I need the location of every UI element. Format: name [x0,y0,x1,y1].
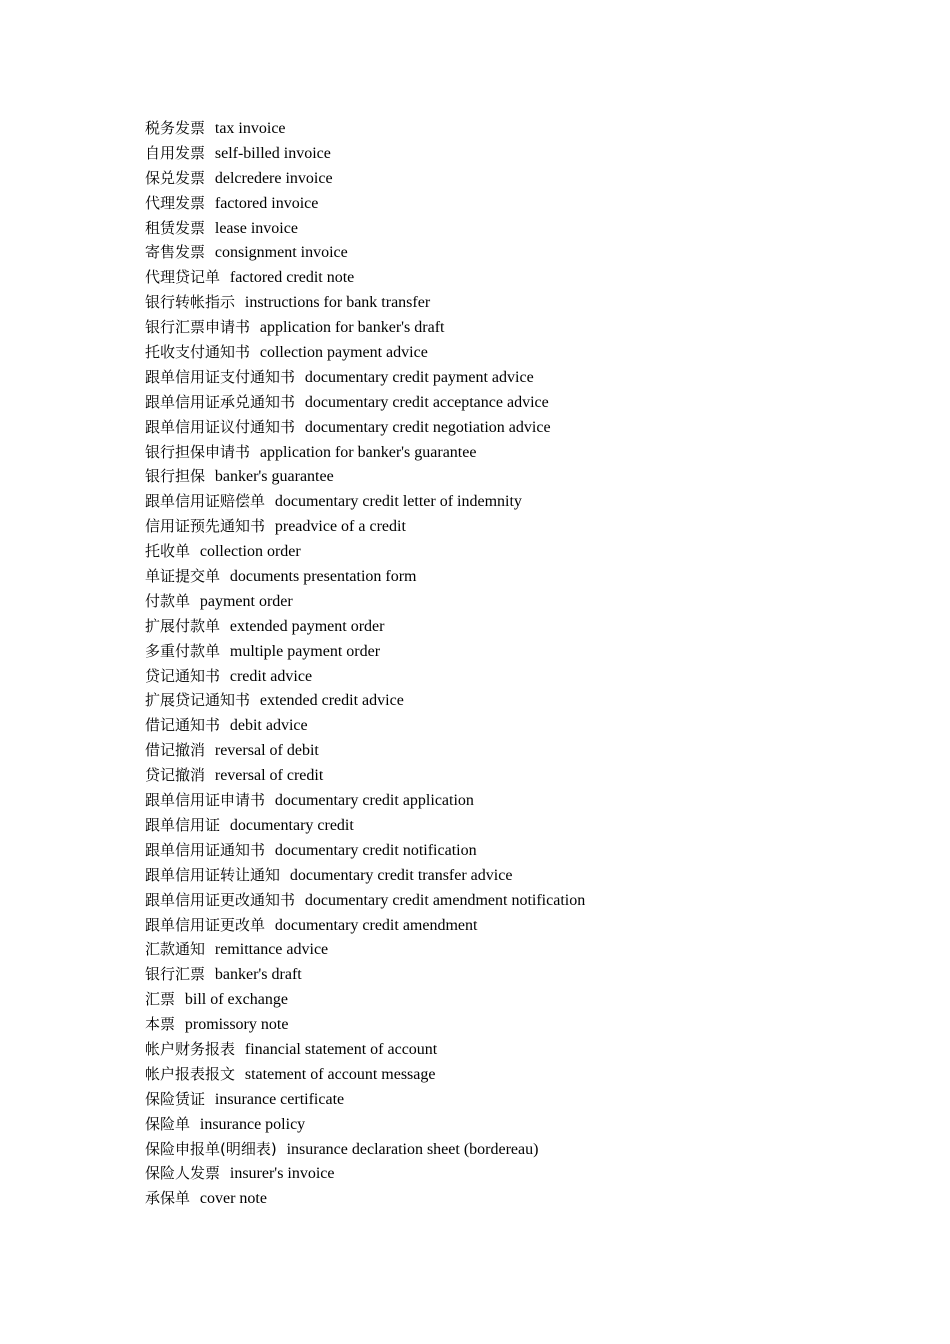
term-separator [265,841,275,859]
english-term: documentary credit notification [274,841,477,859]
english-term: credit advice [229,667,313,685]
chinese-term: 银行担保 [145,467,206,486]
glossary-entry [145,1062,905,1087]
chinese-term: 借记通知书 [145,716,221,735]
term-separator [220,1164,230,1182]
glossary-entry [145,464,905,489]
chinese-term: 信用证预先通知书 [145,517,266,536]
chinese-term: 银行汇票申请书 [145,318,251,337]
chinese-term: 跟单信用证赔偿单 [145,492,266,511]
chinese-term: 银行转帐指示 [145,293,236,312]
glossary-entry [145,589,905,614]
term-separator [205,194,215,212]
glossary-entry [145,913,905,938]
term-separator [220,716,230,734]
glossary-entry [145,788,905,813]
term-separator [190,1189,200,1207]
chinese-term: 单证提交单 [145,567,221,586]
glossary-entry [145,116,905,141]
glossary-entry [145,340,905,365]
chinese-term: 跟单信用证通知书 [145,840,266,859]
glossary-entry [145,564,905,589]
term-separator [265,517,275,535]
term-separator [250,443,260,461]
english-term: documentary credit payment advice [304,368,534,386]
chinese-term: 贷记通知书 [145,666,221,685]
english-term: remittance advice [214,941,329,959]
english-term: factored invoice [214,194,319,212]
english-term: application for banker's draft [259,319,445,337]
term-separator [220,617,230,635]
chinese-term: 汇款通知 [145,940,206,959]
term-separator [220,667,230,685]
english-term: documentary credit negotiation advice [304,418,551,436]
term-separator [295,891,305,909]
term-separator [205,144,215,162]
glossary-entry [145,1087,905,1112]
chinese-term: 保兑发票 [145,168,206,187]
english-term: payment order [199,592,293,610]
term-separator [205,219,215,237]
english-term: reversal of credit [214,767,324,785]
chinese-term: 租赁发票 [145,218,206,237]
glossary-entry [145,514,905,539]
term-separator [190,592,200,610]
term-separator [175,1015,185,1033]
chinese-term: 银行汇票 [145,965,206,984]
chinese-term: 多重付款单 [145,641,221,660]
glossary-entry [145,863,905,888]
term-separator [205,119,215,137]
glossary-entry [145,440,905,465]
term-separator [205,1090,215,1108]
english-term: collection payment advice [259,344,428,362]
chinese-term: 汇票 [145,990,176,1009]
english-term: banker's guarantee [214,468,334,486]
english-term: debit advice [229,717,308,735]
english-term: insurer's invoice [229,1165,335,1183]
chinese-term: 跟单信用证承兑通知书 [145,392,296,411]
chinese-term: 扩展贷记通知书 [145,691,251,710]
glossary-entry [145,639,905,664]
chinese-term: 保险申报单(明细表) [145,1139,277,1158]
glossary-entry [145,1012,905,1037]
glossary-entry [145,1112,905,1137]
english-term: documents presentation form [229,568,417,586]
english-term: self-billed invoice [214,144,331,162]
chinese-term: 保险赁证 [145,1089,206,1108]
chinese-term: 贷记撤消 [145,766,206,785]
term-separator [235,1065,245,1083]
term-separator [250,343,260,361]
english-term: reversal of debit [214,742,319,760]
term-separator [205,467,215,485]
english-term: factored credit note [229,269,355,287]
chinese-term: 帐户财务报表 [145,1039,236,1058]
chinese-term: 承保单 [145,1189,191,1208]
english-term: bill of exchange [184,991,288,1009]
term-separator [280,866,290,884]
chinese-term: 扩展付款单 [145,616,221,635]
chinese-term: 本票 [145,1015,176,1034]
term-separator [220,268,230,286]
term-separator [205,965,215,983]
english-term: tax invoice [214,120,286,137]
english-term: delcredere invoice [214,169,333,187]
glossary-entry [145,365,905,390]
glossary-entry [145,888,905,913]
term-separator [220,816,230,834]
glossary-entry [145,166,905,191]
english-term: documentary credit amendment [274,916,478,934]
glossary-entry [145,191,905,216]
term-separator [265,492,275,510]
chinese-term: 跟单信用证申请书 [145,791,266,810]
glossary-entry [145,415,905,440]
glossary-entry [145,141,905,166]
term-separator [265,916,275,934]
glossary-entry [145,688,905,713]
term-separator [205,741,215,759]
english-term: insurance certificate [214,1090,345,1108]
chinese-term: 托收单 [145,542,191,561]
english-term: multiple payment order [229,642,381,660]
english-term: statement of account message [244,1065,436,1083]
english-term: extended payment order [229,617,385,635]
term-separator [175,990,185,1008]
term-separator [295,368,305,386]
english-term: collection order [199,543,301,561]
chinese-term: 跟单信用证转让通知 [145,865,281,884]
term-separator [277,1140,287,1158]
english-term: documentary credit application [274,792,474,810]
english-term: documentary credit amendment notification [304,891,586,909]
glossary-entry [145,962,905,987]
chinese-term: 借记撤消 [145,741,206,760]
chinese-term: 代理贷记单 [145,268,221,287]
chinese-term: 代理发票 [145,193,206,212]
term-separator [205,243,215,261]
english-term: application for banker's guarantee [259,443,477,461]
term-separator [205,940,215,958]
glossary-entry [145,290,905,315]
term-separator [265,791,275,809]
chinese-term: 保险人发票 [145,1164,221,1183]
glossary-entry [145,1137,905,1162]
english-term: documentary credit acceptance advice [304,393,549,411]
glossary-entry [145,813,905,838]
term-separator [295,393,305,411]
english-term: banker's draft [214,966,302,984]
english-term: financial statement of account [244,1040,438,1058]
chinese-term: 帐户报表报文 [145,1064,236,1083]
english-term: consignment invoice [214,244,348,262]
english-term: instructions for bank transfer [244,294,431,312]
chinese-term: 跟单信用证议付通知书 [145,417,296,436]
english-term: extended credit advice [259,692,404,710]
glossary-entry [145,664,905,689]
chinese-term: 付款单 [145,591,191,610]
glossary-entry [145,1037,905,1062]
english-term: cover note [199,1190,267,1208]
term-separator [250,318,260,336]
term-separator [235,293,245,311]
term-separator [250,691,260,709]
term-separator [295,418,305,436]
glossary-list [145,116,905,1211]
glossary-entry [145,216,905,241]
chinese-term: 银行担保申请书 [145,442,251,461]
english-term: insurance policy [199,1115,306,1133]
chinese-term: 自用发票 [145,143,206,162]
english-term: documentary credit [229,816,354,834]
term-separator [205,766,215,784]
chinese-term: 跟单信用证支付通知书 [145,367,296,386]
english-term: documentary credit letter of indemnity [274,493,522,511]
glossary-entry [145,315,905,340]
english-term: lease invoice [214,219,298,237]
term-separator [235,1040,245,1058]
glossary-entry [145,1161,905,1186]
chinese-term: 跟单信用证更改通知书 [145,890,296,909]
term-separator [190,542,200,560]
glossary-entry [145,240,905,265]
term-separator [220,567,230,585]
glossary-entry [145,763,905,788]
glossary-entry [145,1186,905,1211]
glossary-entry [145,390,905,415]
english-term: insurance declaration sheet (bordereau) [286,1140,539,1158]
term-separator [220,642,230,660]
term-separator [205,169,215,187]
english-term: preadvice of a credit [274,518,406,536]
glossary-entry [145,937,905,962]
chinese-term: 税务发票 [145,119,206,137]
glossary-entry [145,987,905,1012]
glossary-entry [145,265,905,290]
english-term: promissory note [184,1016,289,1034]
glossary-entry [145,713,905,738]
chinese-term: 寄售发票 [145,243,206,262]
glossary-entry [145,489,905,514]
chinese-term: 托收支付通知书 [145,343,251,362]
glossary-entry [145,838,905,863]
glossary-entry [145,738,905,763]
chinese-term: 跟单信用证更改单 [145,915,266,934]
english-term: documentary credit transfer advice [289,866,513,884]
glossary-entry [145,614,905,639]
chinese-term: 跟单信用证 [145,815,221,834]
chinese-term: 保险单 [145,1114,191,1133]
term-separator [190,1115,200,1133]
glossary-entry [145,539,905,564]
